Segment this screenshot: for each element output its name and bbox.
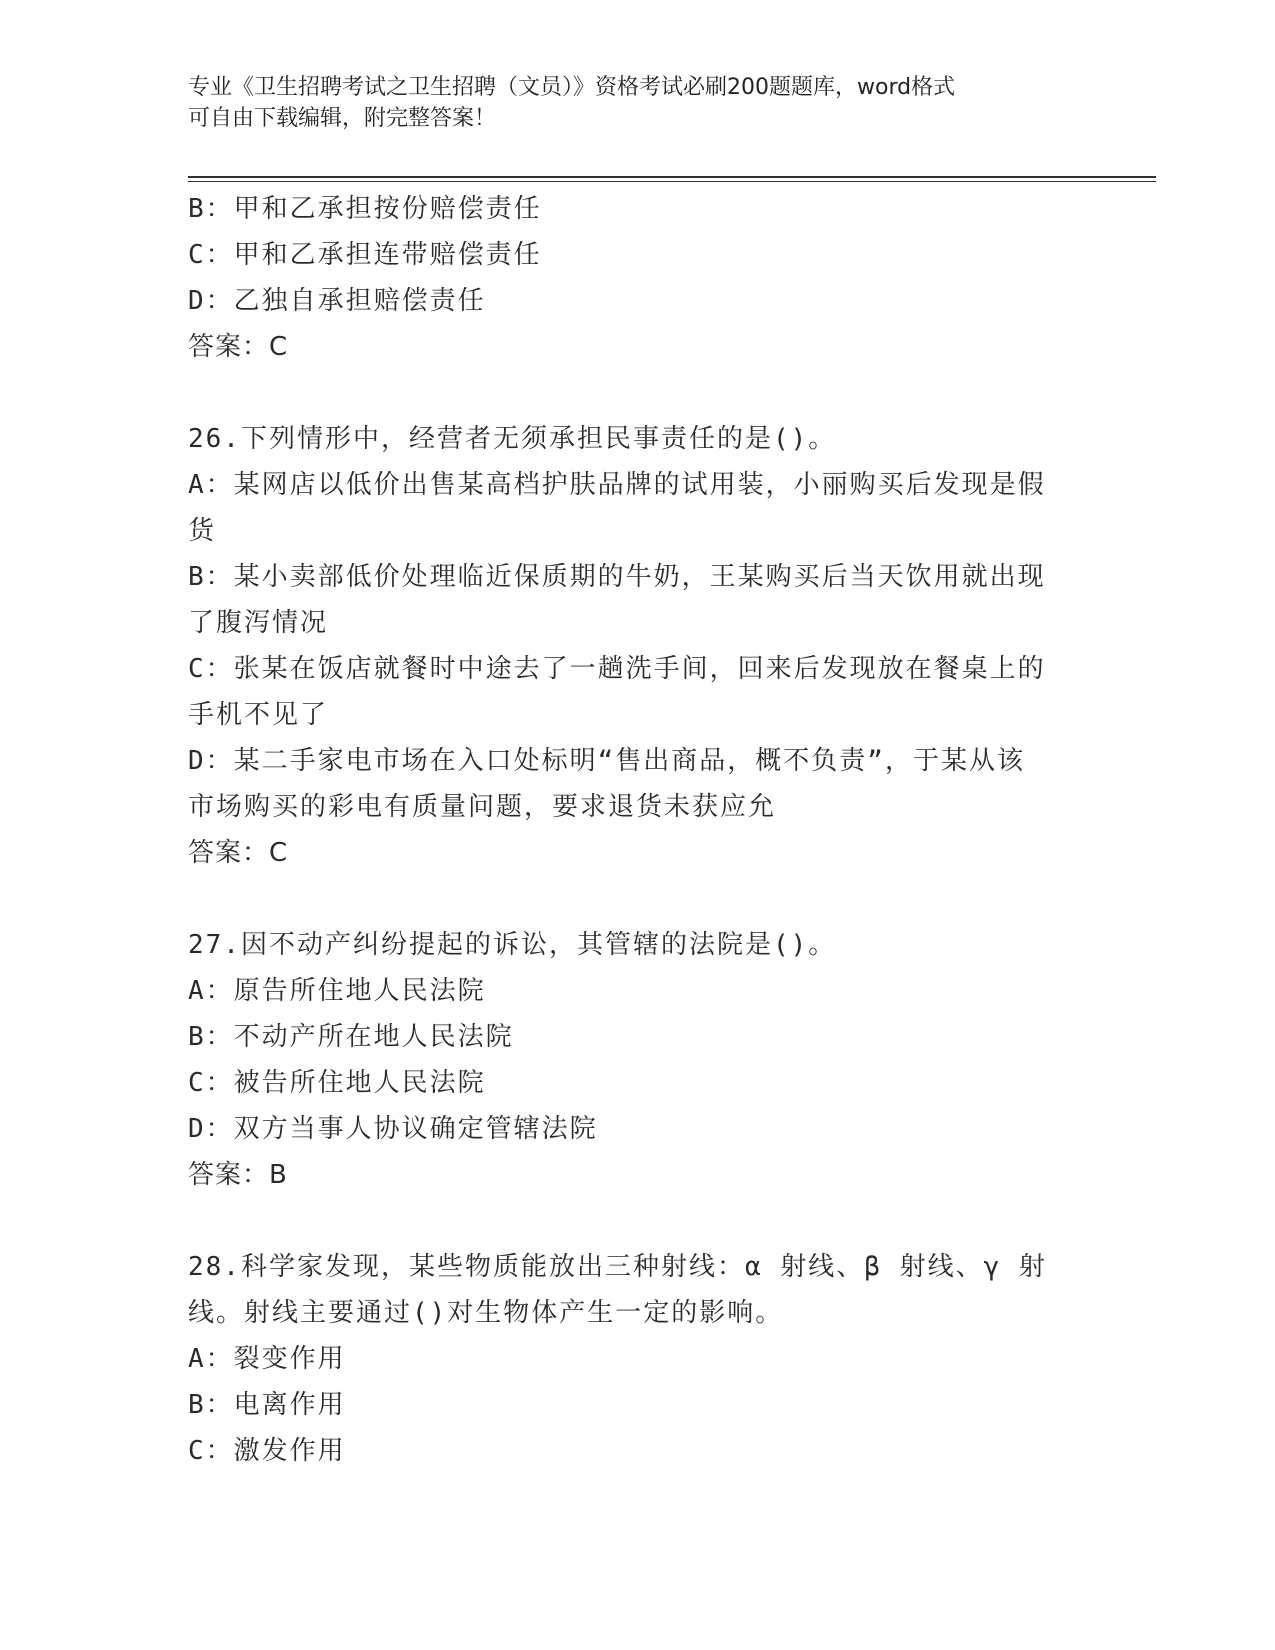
answer: 答案：C [188,838,289,868]
option-c: C：张某在饭店就餐时中途去了一趟洗手间，回来后发现放在餐桌上的 [188,654,1046,684]
option-b: B：不动产所在地人民法院 [188,1022,514,1052]
option-a: A：原告所住地人民法院 [188,976,486,1006]
option-d: D：双方当事人协议确定管辖法院 [188,1114,598,1144]
question-stem: 26.下列情形中，经营者无须承担民事责任的是()。 [188,424,837,454]
option-c: C：被告所住地人民法院 [188,1068,486,1098]
header-line-1: 专业《卫生招聘考试之卫生招聘（文员）》资格考试必刷200题题库，word格式 [188,75,956,100]
option-b: B：电离作用 [188,1390,346,1420]
question-28 [188,1244,1088,1474]
question-stem: 28.科学家发现，某些物质能放出三种射线：α 射线、β 射线、γ 射 [188,1252,1047,1282]
question-stem-cont: 线。射线主要通过()对生物体产生一定的影响。 [188,1298,784,1328]
question-26 [188,416,1088,876]
answer: 答案：B [188,1160,288,1190]
header-rule-thick [188,176,1156,178]
option-b-cont: 了腹泻情况 [188,608,329,638]
option-a: A：裂变作用 [188,1344,346,1374]
document-body [188,186,1088,1474]
option-d-cont: 市场购买的彩电有质量问题，要求退货未获应允 [188,792,777,822]
option-c: C：甲和乙承担连带赔偿责任 [188,240,542,270]
option-a: A：某网店以低价出售某高档护肤品牌的试用装，小丽购买后发现是假 [188,470,1046,500]
option-a-cont: 货 [188,516,217,546]
answer: 答案：C [188,332,289,362]
option-c-cont: 手机不见了 [188,700,329,730]
option-c: C：激发作用 [188,1436,346,1466]
question-stem: 27.因不动产纠纷提起的诉讼，其管辖的法院是()。 [188,930,837,960]
question-27 [188,922,1088,1198]
header-rule-thin [188,181,1156,182]
page-header [188,72,1088,134]
option-b: B：甲和乙承担按份赔偿责任 [188,194,542,224]
option-b: B：某小卖部低价处理临近保质期的牛奶，王某购买后当天饮用就出现 [188,562,1046,592]
option-d: D：乙独自承担赔偿责任 [188,286,486,316]
header-line-2: 可自由下载编辑，附完整答案！ [188,106,497,131]
option-d: D：某二手家电市场在入口处标明“售出商品，概不负责”，于某从该 [188,746,1025,776]
question-25 [188,186,1088,370]
